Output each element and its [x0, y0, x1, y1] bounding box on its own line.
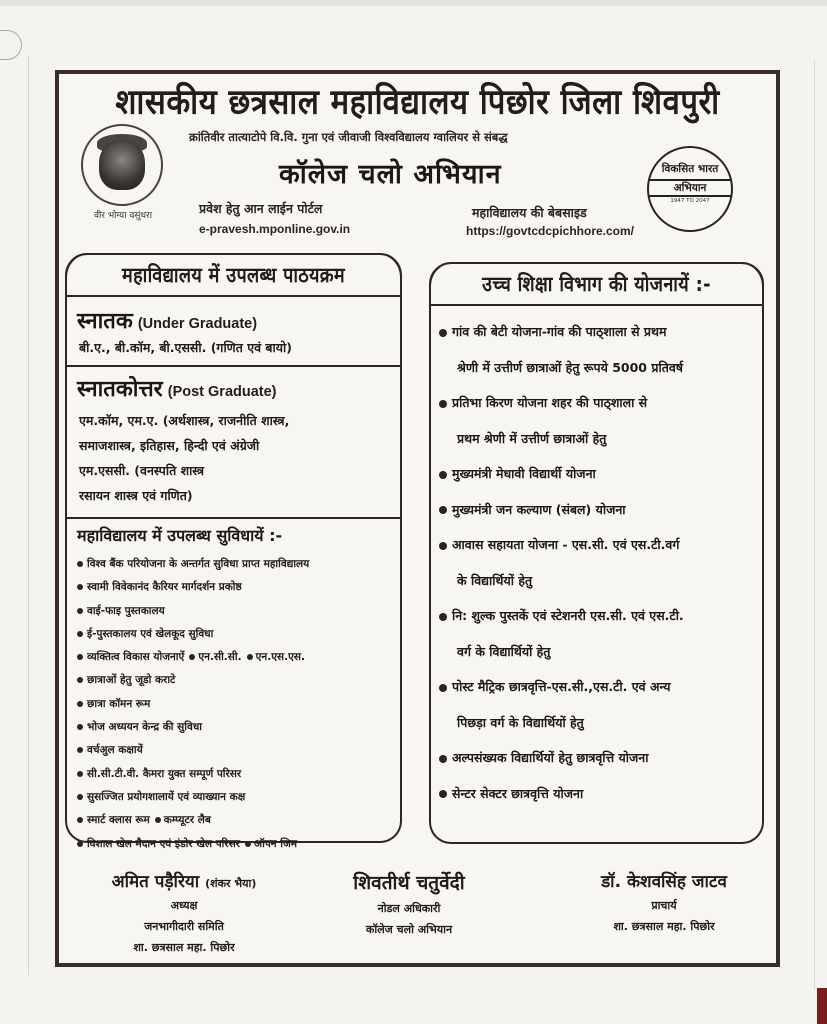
- facility-text: कम्प्यूटर लैब: [163, 814, 211, 827]
- facility-text: सुसज्जित प्रयोगशालायें एवं व्याख्यान कक्ष: [87, 790, 246, 803]
- portal-url-link[interactable]: e-pravesh.mponline.gov.in: [199, 222, 351, 236]
- badge-line-2-text: अभियान: [671, 182, 710, 194]
- bullet-icon: [77, 584, 83, 590]
- signatory-role: कॉलेज चलो अभियान: [365, 923, 453, 936]
- scheme-item-continuation: के विद्यार्थियों हेतु: [457, 572, 533, 588]
- logo-motto: वीर भोग्या वसुंधरा: [93, 211, 153, 221]
- portal-label: प्रवेश हेतु आन लाईन पोर्टल: [199, 201, 323, 216]
- bullet-icon: [77, 747, 83, 753]
- badge-line-3: 1947 TO 2047: [670, 198, 710, 204]
- facility-item: [77, 553, 309, 576]
- facility-item: [77, 716, 309, 739]
- paper-fold-line: [28, 55, 29, 975]
- scheme-text: पोस्ट मैट्रिक छात्रवृत्ति-एस.सी.,एस.टी. एवं अन्य: [452, 679, 671, 694]
- facilities-list: [77, 553, 309, 856]
- bullet-icon: [77, 771, 83, 777]
- pg-courses: [79, 408, 289, 508]
- facility-text: एन.सी.सी.: [198, 651, 242, 664]
- website-url-link[interactable]: https://govtcdcpichhore.com/: [466, 224, 635, 238]
- courses-heading: महाविद्यालय में उपलब्ध पाठयक्रम: [122, 263, 345, 288]
- bullet-icon: [77, 724, 83, 730]
- facility-text: विशाल खेल मैदान एवं इंडोर खेल परिसर: [87, 837, 241, 850]
- facility-text: छात्रा कॉमन रूम: [87, 697, 151, 710]
- facility-item: [77, 739, 309, 762]
- bullet-icon: [155, 817, 161, 823]
- signatory-role: अध्यक्ष: [170, 899, 198, 912]
- paper-edge: [0, 0, 827, 6]
- facility-item: [77, 646, 309, 669]
- scheme-item-continuation: पिछड़ा वर्ग के विद्यार्थियों हेतु: [457, 714, 584, 730]
- scheme-item: [439, 776, 756, 812]
- facility-item: [77, 809, 309, 832]
- schemes-heading: उच्च शिक्षा विभाग की योजनायें :-: [482, 272, 711, 297]
- facility-text: स्वामी विवेकानंद कैरियर मार्गदर्शन प्रकोष्ठ: [87, 581, 242, 594]
- badge-line-2: [649, 179, 731, 197]
- bullet-icon: [439, 755, 447, 763]
- bullet-icon: [77, 561, 83, 567]
- facility-text: छात्राओं हेतु जूडो कराटे: [87, 674, 176, 687]
- facility-text: ऑपन जिम: [254, 837, 298, 850]
- pg-title-english: (Post Graduate): [167, 384, 277, 400]
- bullet-icon: [439, 790, 447, 798]
- signatory-name: शिवतीर्थ चतुर्वेदी: [353, 872, 465, 894]
- bullet-icon: [189, 654, 195, 660]
- signatory-role: प्राचार्य: [651, 899, 677, 912]
- facility-item: [77, 786, 309, 809]
- ug-title-hindi: स्नातक: [77, 309, 133, 334]
- signatory-name: [69, 869, 299, 892]
- signatory-role: नोडल अधिकारी: [377, 902, 441, 915]
- scheme-text: गांव की बेटी योजना-गांव की पाठ्शाला से प्रथम: [452, 324, 667, 339]
- bullet-icon: [247, 654, 253, 660]
- bullet-icon: [77, 608, 83, 614]
- bullet-icon: [439, 400, 447, 408]
- website-label: महाविद्यालय की बेबसाइड: [472, 205, 587, 220]
- pg-title-hindi: स्नातकोत्तर: [77, 377, 163, 402]
- facility-text: एन.एस.एस.: [255, 651, 306, 664]
- campaign-title: कॉलेज चलो अभियान: [279, 159, 502, 190]
- schemes-box: [429, 264, 764, 844]
- scheme-item: [439, 456, 756, 492]
- scheme-text: मुख्यमंत्री जन कल्याण (संबल) योजना: [452, 501, 626, 517]
- pg-title: [77, 373, 277, 403]
- paper-fold-line: [814, 60, 815, 990]
- college-logo: [73, 124, 173, 220]
- ug-title-english: (Under Graduate): [137, 316, 258, 332]
- bullet-icon: [245, 841, 251, 847]
- courses-heading-tab: [65, 253, 402, 297]
- facility-text: ई-पुस्तकालय एवं खेलकूद सुविधा: [87, 627, 214, 640]
- facility-item: [77, 693, 309, 716]
- bullet-icon: [439, 542, 447, 550]
- schemes-heading-tab: [429, 262, 764, 306]
- facility-item: [77, 669, 309, 692]
- scheme-text: आवास सहायता योजना - एस.सी. एवं एस.टी.वर्ग: [452, 537, 680, 552]
- bullet-icon: [77, 677, 83, 683]
- section-divider: [67, 517, 400, 519]
- signatory-role: जनभागीदारी समिति: [144, 920, 224, 933]
- pg-course-line: समाजशास्त्र, इतिहास, हिन्दी एवं अंग्रेजी: [79, 438, 260, 453]
- scheme-text: अल्पसंख्यक विद्यार्थियों हेतु छात्रवृत्ति योजना: [452, 750, 649, 765]
- signatory: [309, 869, 509, 937]
- pg-course-line: रसायन शास्त्र एवं गणित): [79, 488, 193, 503]
- bullet-icon: [439, 613, 447, 621]
- signatory-name-text: अमित पड़ैरिया: [111, 872, 200, 892]
- facility-item: [77, 576, 309, 599]
- facility-text: स्मार्ट क्लास रूम: [87, 814, 150, 827]
- college-title: शासकीय छत्रसाल महाविद्यालय पिछोर जिला शिवपुरी: [115, 81, 720, 123]
- bullet-icon: [77, 701, 83, 707]
- scheme-item-continuation: प्रथम श्रेणी में उत्तीर्ण छात्राओं हेतु: [457, 430, 607, 446]
- viksit-bharat-badge: [647, 146, 733, 232]
- signatory-role: शा. छत्रसाल महा. पिछोर: [133, 941, 235, 954]
- scheme-text: नि: शुल्क पुस्तकें एवं स्टेशनरी एस.सी. एवं एस.टी.: [452, 608, 684, 623]
- signatories: [59, 869, 776, 964]
- scheme-text: सेन्टर सेक्टर छात्रवृत्ति योजना: [452, 785, 584, 801]
- facilities-heading: महाविद्यालय में उपलब्ध सुविधायें :-: [77, 526, 283, 545]
- scheme-item-continuation: श्रेणी में उत्तीर्ण छात्राओं हेतु रूपये 5000 प्रतिवर्ष: [457, 359, 684, 375]
- ug-courses: बी.ए., बी.कॉम, बी.एससी. (गणित एवं बायो): [79, 340, 292, 355]
- ug-title: [77, 305, 257, 335]
- schemes-list: [439, 314, 756, 811]
- facility-text: व्यक्तित्व विकास योजनाऐं: [87, 651, 185, 664]
- facility-text: सी.सी.टी.वी. कैमरा युक्त सम्पूर्ण परिसर: [87, 767, 242, 780]
- scheme-item: [439, 314, 756, 350]
- scheme-item: [439, 598, 756, 634]
- paper-curl-mark: [0, 30, 22, 60]
- bullet-icon: [439, 506, 447, 514]
- facility-item: [77, 833, 309, 856]
- signatory-nickname: (शंकर भैया): [205, 877, 257, 890]
- courses-facilities-box: [65, 255, 402, 850]
- facility-item: [77, 623, 309, 646]
- facility-item: [77, 763, 309, 786]
- paper-corner: [817, 988, 827, 1024]
- badge-line-1: विकसित भारत: [661, 163, 719, 175]
- signatory: [69, 869, 299, 955]
- section-divider: [67, 365, 400, 367]
- scheme-text: मुख्यमंत्री मेधावी विद्यार्थी योजना: [452, 466, 596, 481]
- scheme-item: [439, 492, 756, 528]
- facility-text: वाई-फाइ पुस्तकालय: [87, 604, 165, 617]
- bullet-icon: [77, 654, 83, 660]
- pg-course-line: एम.एससी. (वनस्पति शास्त्र: [79, 463, 205, 478]
- signatory: [554, 869, 774, 934]
- facility-text: वर्चअुल कक्षायें: [87, 744, 143, 757]
- facility-item: [77, 600, 309, 623]
- logo-portrait-icon: [99, 140, 145, 190]
- signatory-role: शा. छत्रसाल महा. पिछोर: [613, 920, 715, 933]
- facility-text: भोज अध्ययन केन्द्र की सुविधा: [87, 721, 202, 734]
- bullet-icon: [439, 471, 447, 479]
- affiliation-text: क्रांतिवीर तात्याटोपे वि.वि. गुना एवं जीवाजी विश्वविद्यालय ग्वालियर से संबद्ध: [189, 130, 508, 144]
- scheme-item: [439, 669, 756, 705]
- bullet-icon: [439, 684, 447, 692]
- bullet-icon: [439, 329, 447, 337]
- scheme-item: [439, 740, 756, 776]
- bullet-icon: [77, 841, 83, 847]
- signatory-name: डॉ. केशवसिंह जाटव: [601, 872, 727, 892]
- advertisement-frame: [55, 70, 780, 967]
- scheme-item: [439, 385, 756, 421]
- scheme-item: [439, 527, 756, 563]
- bullet-icon: [77, 817, 83, 823]
- bullet-icon: [77, 794, 83, 800]
- scheme-item-continuation: वर्ग के विद्यार्थियों हेतु: [457, 643, 551, 659]
- pg-course-line: एम.कॉम, एम.ए. (अर्थशास्त्र, राजनीति शास्त्र,: [79, 413, 290, 428]
- facility-text: विश्व बैंक परियोजना के अन्तर्गत सुविधा प्राप्त महाविद्यालय: [87, 558, 310, 570]
- scheme-text: प्रतिभा किरण योजना शहर की पाठ्शाला से: [452, 395, 648, 410]
- bullet-icon: [77, 631, 83, 637]
